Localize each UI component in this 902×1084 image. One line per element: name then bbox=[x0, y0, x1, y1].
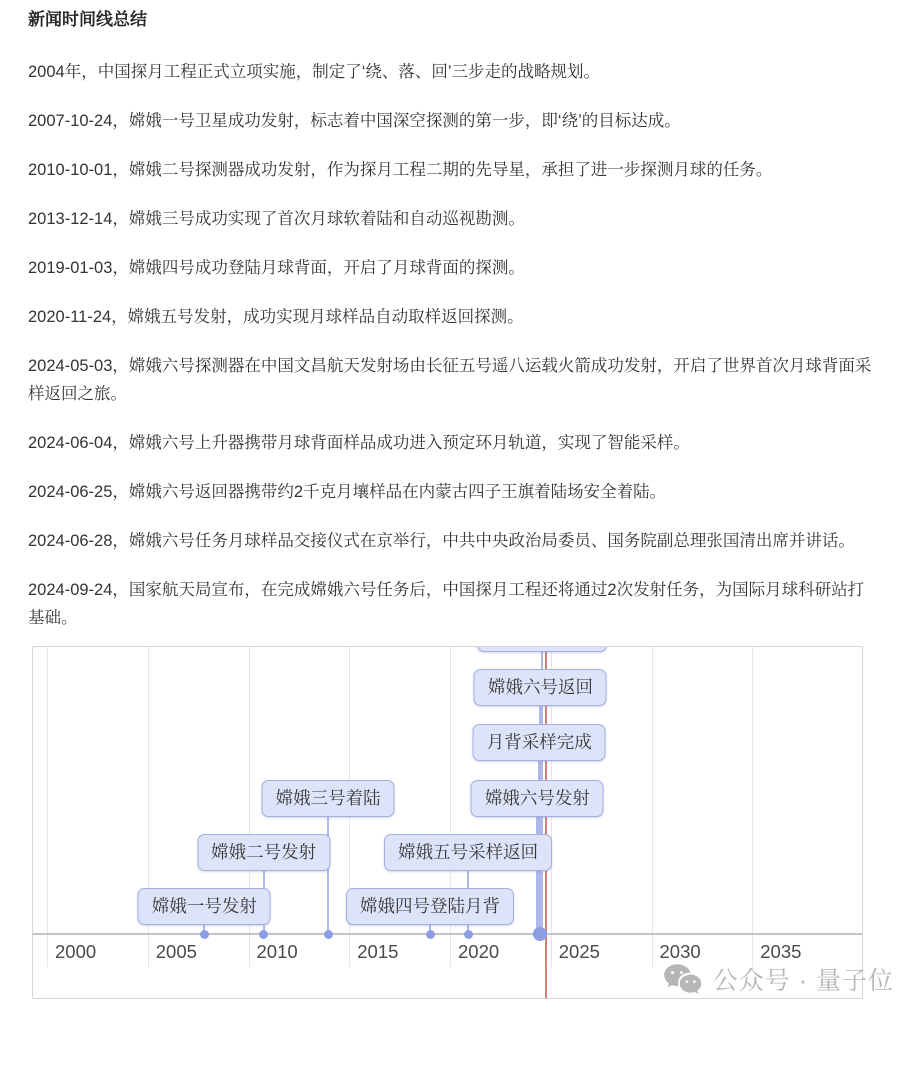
x-axis-line bbox=[33, 933, 862, 935]
event-label-box: 月背采样完成 bbox=[473, 724, 606, 761]
timeline-paragraph: 2024-09-24，国家航天局宣布，在完成嫦娥六号任务后，中国探月工程还将通过2次发射任务，为国际月球科研站打基础。 bbox=[28, 581, 865, 627]
timeline-paragraph: 2020-11-24，嫦娥五号发射，成功实现月球样品自动取样返回探测。 bbox=[28, 308, 524, 326]
axis-tick-label: 2010 bbox=[256, 941, 298, 962]
event-dot bbox=[200, 930, 209, 939]
event-label-box: 嫦娥六号返回 bbox=[474, 669, 607, 706]
timeline-paragraph: 2024-06-04，嫦娥六号上升器携带月球背面样品成功进入预定环月轨道，实现了智能采样。 bbox=[28, 434, 690, 452]
event-label-box: 嫦娥二号发射 bbox=[197, 834, 330, 871]
axis-tick-label: 2020 bbox=[458, 941, 500, 962]
event-leader-line bbox=[327, 814, 329, 937]
event-label-box-clipped bbox=[477, 646, 607, 652]
timeline-paragraph: 2004年，中国探月工程正式立项实施，制定了‘绕、落、回’三步走的战略规划。 bbox=[28, 63, 601, 81]
event-label-box: 嫦娥六号发射 bbox=[471, 780, 604, 817]
event-cluster-dot bbox=[533, 927, 547, 941]
timeline-chart bbox=[32, 646, 863, 999]
watermark-label: 公众号 · 量子位 bbox=[712, 967, 894, 995]
watermark bbox=[663, 961, 894, 997]
axis-tick-label: 2015 bbox=[357, 941, 399, 962]
timeline-paragraph: 2024-06-28，嫦娥六号任务月球样品交接仪式在京举行，中共中央政治局委员、国务院副总理张国清出席并讲话。 bbox=[28, 532, 855, 550]
axis-tick-label: 2035 bbox=[760, 941, 802, 962]
timeline-paragraph: 2024-06-25，嫦娥六号返回器携带约2千克月壤样品在内蒙古四子王旗着陆场安全着陆。 bbox=[28, 483, 667, 501]
gridline bbox=[47, 647, 48, 967]
event-label-box: 嫦娥四号登陆月背 bbox=[346, 888, 514, 925]
event-label-box: 嫦娥三号着陆 bbox=[262, 780, 395, 817]
event-dot bbox=[324, 930, 333, 939]
timeline-summary-list bbox=[28, 58, 874, 632]
wechat-icon bbox=[663, 963, 704, 996]
timeline-paragraph: 2010-10-01，嫦娥二号探测器成功发射，作为探月工程二期的先导星，承担了进一步探测月球的任务。 bbox=[28, 161, 773, 179]
axis-tick-label: 2030 bbox=[659, 941, 701, 962]
timeline-chart-wrapper bbox=[32, 646, 894, 999]
axis-tick-label: 2000 bbox=[55, 941, 97, 962]
timeline-paragraph: 2007-10-24，嫦娥一号卫星成功发射，标志着中国深空探测的第一步，即‘绕’的目标达成。 bbox=[28, 112, 681, 130]
gridline bbox=[652, 647, 653, 967]
timeline-paragraph: 2019-01-03，嫦娥四号成功登陆月球背面，开启了月球背面的探测。 bbox=[28, 259, 525, 277]
event-dot bbox=[426, 930, 435, 939]
axis-tick-label: 2025 bbox=[558, 941, 600, 962]
gridline bbox=[752, 647, 753, 967]
page-title: 新闻时间线总结 bbox=[28, 10, 147, 29]
timeline-paragraph: 2024-05-03，嫦娥六号探测器在中国文昌航天发射场由长征五号遥八运载火箭成功发射，开启了世界首次月球背面采样返回之旅。 bbox=[28, 357, 872, 403]
event-label-box: 嫦娥五号采样返回 bbox=[384, 834, 552, 871]
event-label-box: 嫦娥一号发射 bbox=[138, 888, 271, 925]
axis-tick-label: 2005 bbox=[155, 941, 197, 962]
timeline-paragraph: 2013-12-14，嫦娥三号成功实现了首次月球软着陆和自动巡视勘测。 bbox=[28, 210, 525, 228]
event-dot bbox=[259, 930, 268, 939]
event-dot bbox=[464, 930, 473, 939]
